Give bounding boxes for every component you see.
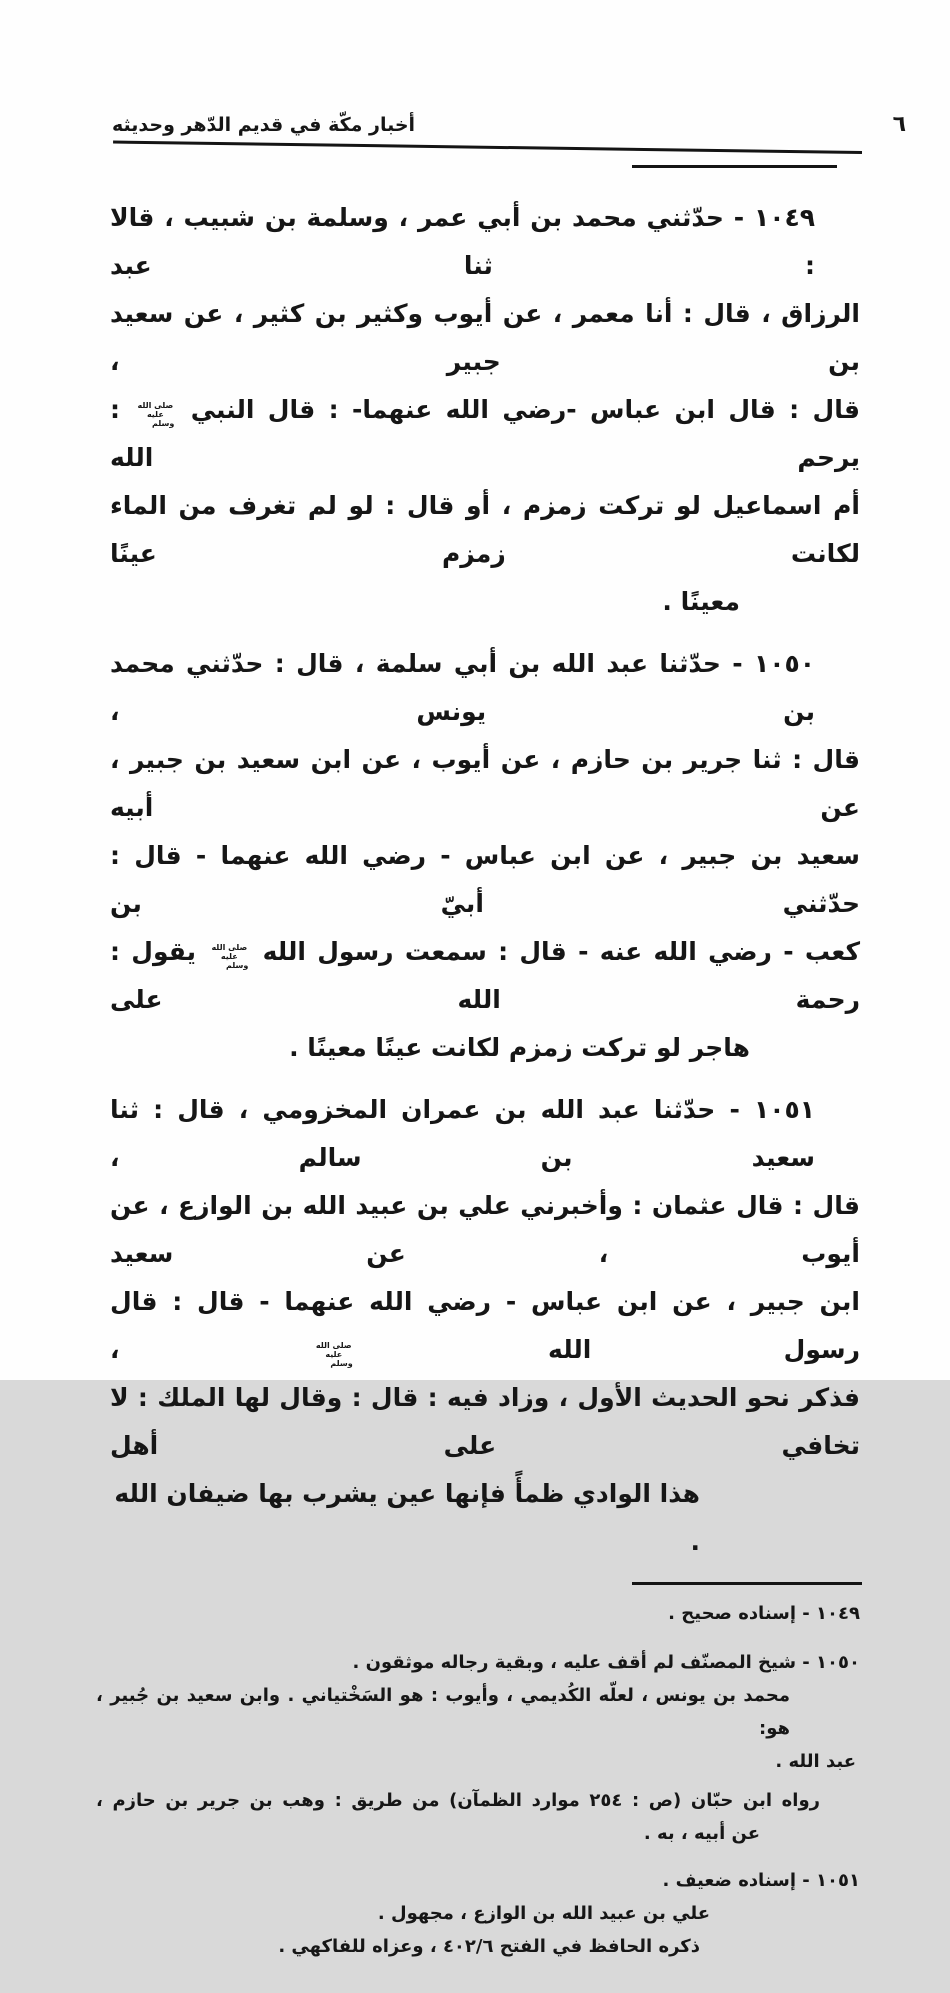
- body-line: فذكر نحو الحديث الأول ، وزاد فيه : قال : وقال لها الملك : لا تخافي على أهل: [110, 1383, 860, 1460]
- running-title: أخبار مكّة في قديم الدّهر وحديثه: [112, 114, 416, 136]
- footnote-1051: ١٠٥١ - إسناده ضعيف .: [662, 1870, 860, 1891]
- body-line: أم اسماعيل لو تركت زمزم ، أو قال : لو لم تغرف من الماء لكانت زمزم عينًا: [110, 491, 860, 568]
- footnote-line: عن أبيه ، به .: [643, 1823, 760, 1844]
- hadith-paragraph: [110, 1086, 860, 1566]
- page-number: ٦: [892, 112, 906, 137]
- footnotes: [0, 1585, 950, 1993]
- footnote-line: محمد بن يونس ، لعلّه الكُديمي ، وأيوب : هو السَخْتياني . وابن سعيد بن جُبير ، هو:: [96, 1685, 790, 1739]
- footnote-line: رواه ابن حبّان (ص : ٢٥٤ موارد الظمآن) من طريق : وهب بن جرير بن حازم ،: [96, 1790, 821, 1811]
- footnote-1050: ١٠٥٠ - شيخ المصنّف لم أقف عليه ، وبقية رجاله موثقون .: [352, 1652, 860, 1673]
- body-line: معينًا .: [662, 587, 740, 616]
- body-line: ١٠٥١ - حدّثنا عبد الله بن عمران المخزومي ، قال : ثنا سعيد بن سالم ،: [110, 1095, 815, 1172]
- body-line: هذا الوادي ظمأً فإنها عين يشرب بها ضيفان الله .: [114, 1479, 700, 1556]
- body-line: ابن جبير ، عن ابن عباس - رضي الله عنهما - قال : قال رسول الله صلى الله عليه وسلم ،: [110, 1287, 860, 1368]
- body-line: الرزاق ، قال : أنا معمر ، عن أيوب وكثير بن كثير ، عن سعيد بن جبير ،: [110, 299, 860, 376]
- header-rule: [113, 141, 862, 154]
- page-header: [0, 0, 950, 137]
- footnote-line: ذكره الحافظ في الفتح ٤٠٢/٦ ، وعزاه للفاكهي .: [278, 1936, 700, 1957]
- body-line: سعيد بن جبير ، عن ابن عباس - رضي الله عنهما - قال : حدّثني أبيّ بن: [110, 841, 860, 918]
- footnote-line: علي بن عبيد الله بن الوازع ، مجهول .: [377, 1903, 710, 1924]
- body-line: كعب - رضي الله عنه - قال : سمعت رسول الله صلى الله عليه وسلم يقول : رحمة الله على: [110, 937, 861, 1014]
- body-line: قال : ثنا جرير بن حازم ، عن أيوب ، عن ابن سعيد بن جبير ، عن أبيه: [110, 745, 860, 822]
- salla-ligature-icon: صلى الله عليه وسلم: [137, 401, 175, 428]
- body-line: قال : قال ابن عباس -رضي الله عنهما- : قال النبي صلى الله عليه وسلم : يرحم الله: [110, 395, 860, 472]
- body-line: ١٠٤٩ - حدّثني محمد بن أبي عمر ، وسلمة بن شبيب ، قالا : ثنا عبد: [110, 203, 815, 280]
- footnote-1049: ١٠٤٩ - إسناده صحيح .: [668, 1603, 860, 1624]
- salla-ligature-icon: صلى الله عليه وسلم: [211, 943, 249, 970]
- salla-ligature-icon: صلى الله عليه وسلم: [315, 1341, 353, 1368]
- hadith-paragraph: [110, 640, 860, 1072]
- body-line: ١٠٥٠ - حدّثنا عبد الله بن أبي سلمة ، قال : حدّثني محمد بن يونس ،: [110, 649, 815, 726]
- hadith-paragraph: [110, 194, 860, 626]
- body-line: هاجر لو تركت زمزم لكانت عينًا معينًا .: [289, 1033, 750, 1062]
- main-text: [0, 168, 950, 1566]
- body-line: قال : قال عثمان : وأخبرني علي بن عبيد الله بن الوازع ، عن أيوب ، عن سعيد: [110, 1191, 860, 1268]
- footnote-line: عبد الله .: [775, 1751, 856, 1772]
